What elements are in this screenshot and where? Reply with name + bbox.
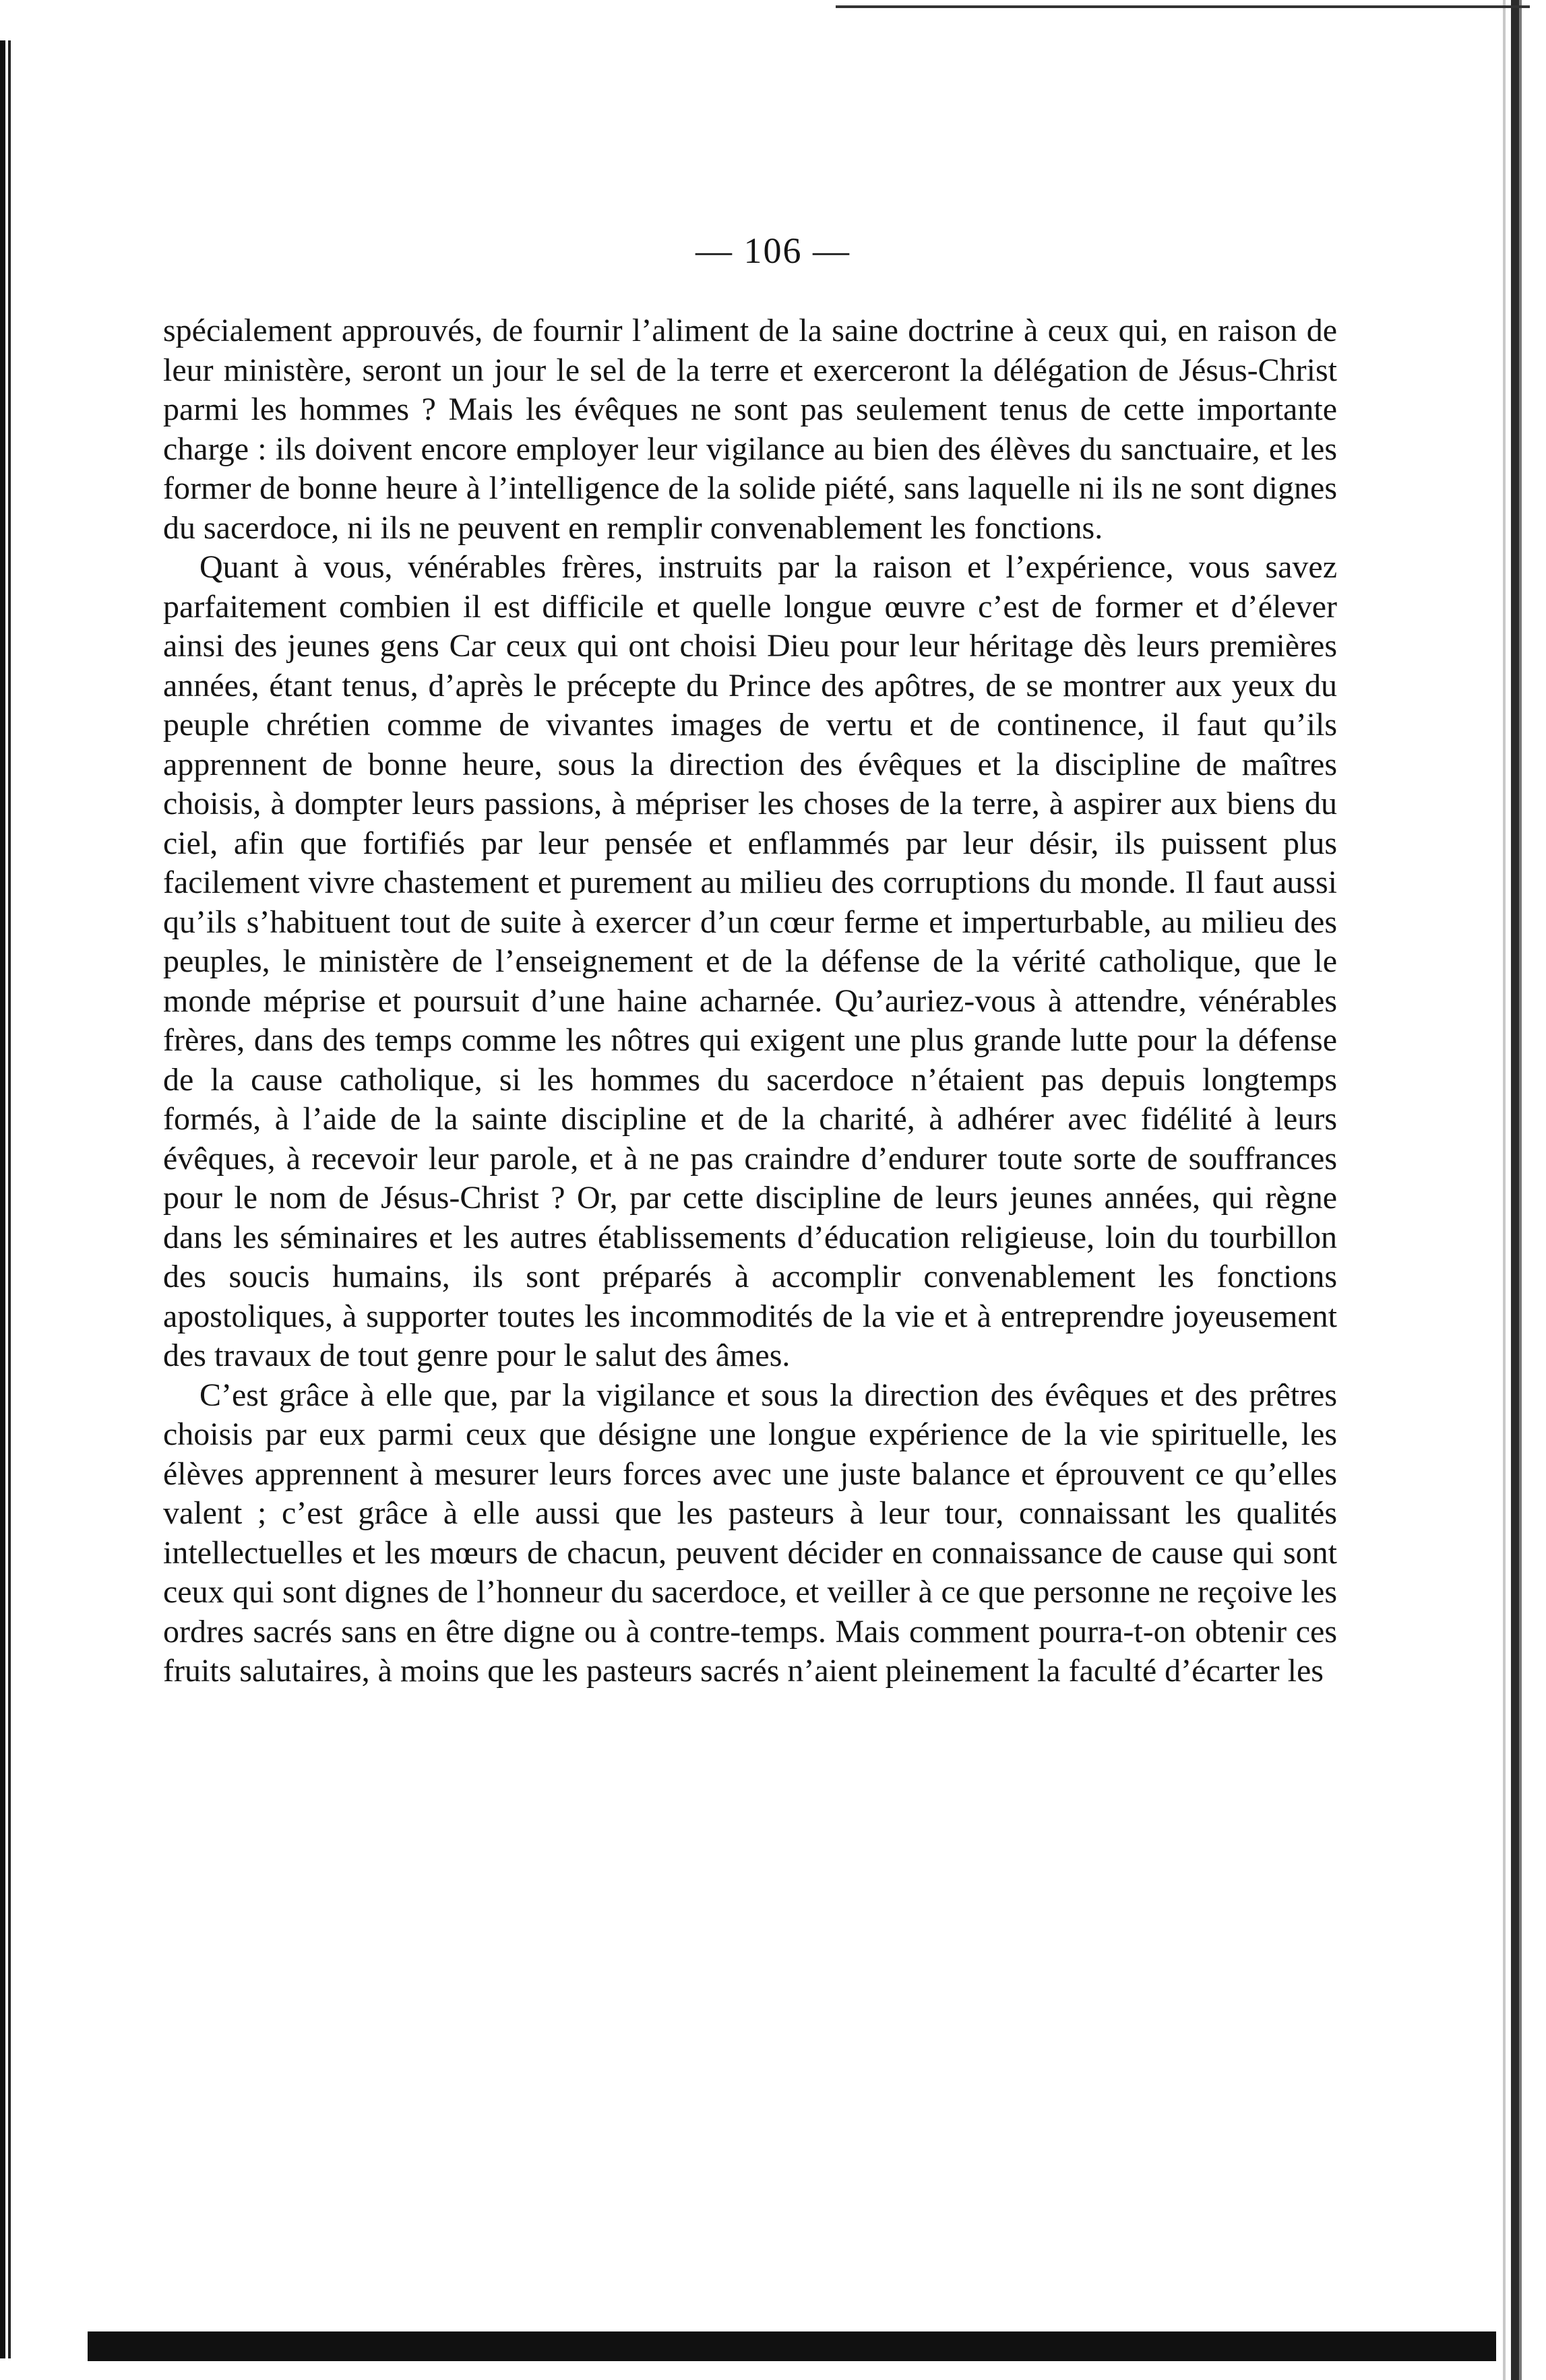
- scan-right-edge: [1472, 0, 1546, 2380]
- scan-left-edge: [0, 40, 15, 2358]
- document-body: [163, 311, 1337, 1691]
- paragraph-grace-a-elle: C’est grâce à elle que, par la vigilance et sous la direction des évêques et des prêtres choisis par eux parmi ceux que désigne une longue expérience de la vie spirituelle, les élèves apprennent à mesurer leurs forces avec une juste balance et éprouvent ce qu’elles valent ; c’est grâce à elle aussi que les pasteurs à leur tour, connaissant les qualités intellectuelles et les mœurs de chacun, peuvent décider en connaissance de cause qui sont ceux qui sont dignes de l’honneur du sacerdoce, et veiller à ce que personne ne reçoive les ordres sacrés sans en être digne ou à contre-temps. Mais comment pourra-t-on obtenir ces fruits salutaires, à moins que les pasteurs sacrés n’aient pleinement la faculté d’écarter les: [163, 1377, 1337, 1689]
- scan-bottom-band: [88, 2331, 1496, 2361]
- scan-top-rule: [836, 5, 1530, 8]
- paragraph-continuation: spécialement approuvés, de fournir l’aliment de la saine doctrine à ceux qui, en raison de leur ministère, seront un jour le sel de la terre et exerceront la délégation de Jésus-Christ parmi les hommes ? Mais les évêques ne sont pas seulement tenus de cette importante charge : ils doivent encore employer leur vigilance au bien des élèves du sanctuaire, et les former de bonne heure à l’intelligence de la solide piété, sans laquelle ni ils ne sont dignes du sacerdoce, ni ils ne peuvent en remplir convenablement les fonctions.: [163, 313, 1337, 546]
- paragraph-venerables-freres: Quant à vous, vénérables frères, instruits par la raison et l’expérience, vous savez parfaitement combien il est difficile et quelle longue œuvre c’est de former et d’élever ainsi des jeunes gens Car ceux qui ont choisi Dieu pour leur héritage dès leurs premières années, étant tenus, d’après le précepte du Prince des apôtres, de se montrer aux yeux du peuple chrétien comme de vivantes images de vertu et de continence, il faut qu’ils apprennent de bonne heure, sous la direction des évêques et la discipline de maîtres choisis, à dompter leurs passions, à mépriser les choses de la terre, à aspirer aux biens du ciel, afin que fortifiés par leur pensée et enflammés par leur désir, ils puissent plus facilement vivre chastement et purement au milieu des corruptions du monde. Il faut aussi qu’ils s’habituent tout de suite à exercer d’un cœur ferme et imperturbable, au milieu des peuples, le ministère de l’enseignement et de la défense de la vérité catholique, que le monde méprise et poursuit d’une haine acharnée. Qu’auriez-vous à attendre, vénérables frères, dans des temps comme les nôtres qui exigent une plus grande lutte pour la défense de la cause catholique, si les hommes du sacerdoce n’étaient pas depuis longtemps formés, à l’aide de la sainte discipline et de la charité, à adhérer avec fidélité à leurs évêques, à recevoir leur parole, et à ne pas craindre d’endurer toute sorte de souffrances pour le nom de Jésus-Christ ? Or, par cette discipline de leurs jeunes années, qui règne dans les séminaires et les autres établissements d’éducation religieuse, loin du tourbillon des soucis humains, ils sont préparés à accomplir convenablement les fonctions apostoliques, à supporter toutes les incommodités de la vie et à entreprendre joyeusement des travaux de tout genre pour le salut des âmes.: [163, 549, 1337, 1373]
- page-number-header: — 106 —: [695, 230, 851, 271]
